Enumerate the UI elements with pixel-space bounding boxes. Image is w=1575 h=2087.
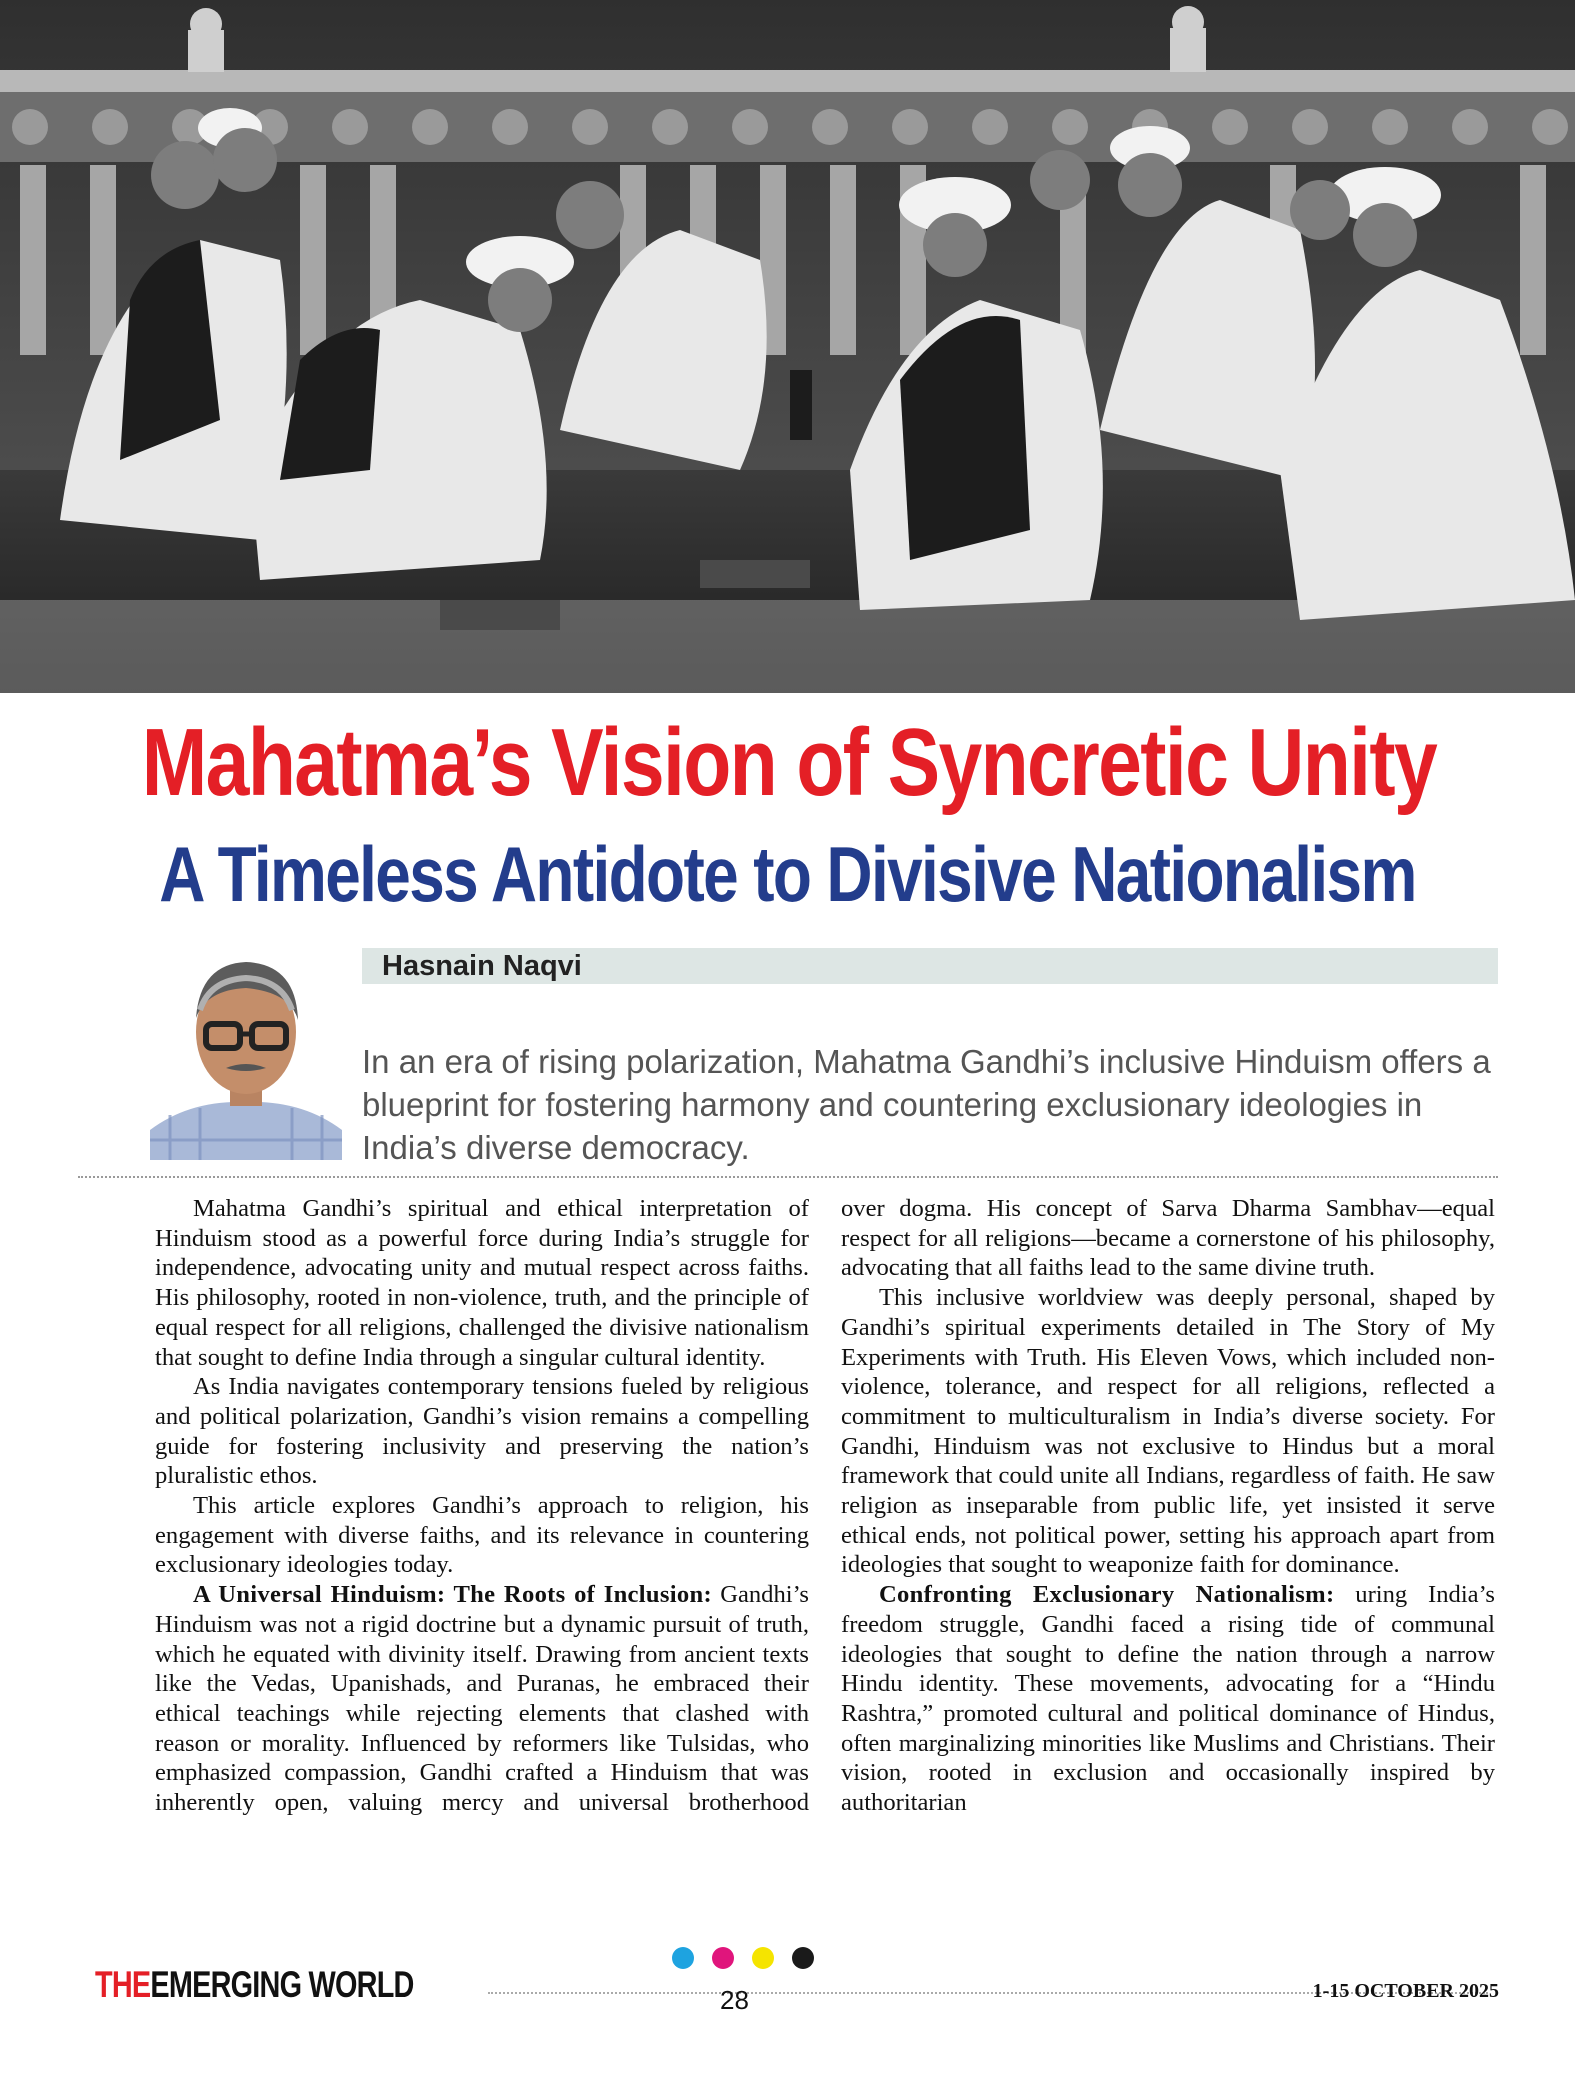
body-paragraph (841, 1580, 1495, 1818)
body-paragraph: This article explores Gandhi’s approach to religion, his engagement with diverse faiths, and its relevance in countering exclusionary ideologies today. (155, 1492, 809, 1579)
body-column-left (155, 1194, 809, 1818)
body-paragraph: As India navigates contemporary tensions fueled by religious and political polarization, Gandhi’s vision remains a compelling guide for fostering inclusivity and preserving the nation’s pluralistic ethos. (155, 1373, 809, 1490)
publication-logo (95, 1964, 414, 2006)
hero-photo-illustration (0, 0, 1575, 693)
deck-summary: In an era of rising polarization, Mahatma Gandhi’s inclusive Hinduism offers a blueprint for fostering harmony and countering exclusionary ideologies in India’s diverse democracy. (362, 1043, 1491, 1166)
byline-bar (362, 948, 1498, 984)
page-number: 28 (720, 1985, 749, 2015)
registration-dot-yellow (752, 1947, 774, 1969)
subheadline: A Timeless Antidote to Divisive Nationalism (159, 830, 1416, 918)
registration-dot-magenta (712, 1947, 734, 1969)
headline: Mahatma’s Vision of Syncretic Unity (141, 709, 1437, 816)
registration-dot-black (792, 1947, 814, 1969)
body-column-right (841, 1194, 1495, 1818)
author-photo (150, 940, 342, 1160)
section-text: uring India’s freedom struggle, Gandhi faced a rising tide of communal ideologies that sought to define the nation through a narrow Hindu identity. These movements, advocating for a “Hindu Rashtra,” promoted cultural and political dominance of Hindus, often marginalizing minorities like Muslims and Christians. Their vision, rooted in exclusion and occasionally inspired by authoritarian (841, 1581, 1495, 1817)
section-heading: A Universal Hinduism: The Roots of Inclusion: (193, 1581, 712, 1609)
body-paragraph: Mahatma Gandhi’s spiritual and ethical interpretation of Hinduism stood as a powerful force during India’s struggle for independence, advocating unity and mutual respect across faiths. His philosophy, rooted in non-violence, truth, and the principle of equal respect for all religions, challenged the divisive nationalism that sought to define India through a singular cultural identity. (155, 1195, 809, 1371)
registration-marks (672, 1947, 832, 1974)
body-paragraph (155, 1580, 809, 1818)
logo-the: THE (95, 1964, 151, 2005)
body-paragraph: This inclusive worldview was deeply personal, shaped by Gandhi’s spiritual experiments detailed in The Story of My Experiments with Truth. His Eleven Vows, which included non-violence, tolerance, and respect for all religions, reflected a commitment to multiculturalism in India’s diverse society. For Gandhi, Hinduism was not exclusive to Hindus but a moral framework that could unite all Indians, regardless of faith. He saw religion as inseparable from public life, yet insisted it serve ethical ends, not political power, setting his approach apart from ideologies that sought to weaponize faith for dominance. (841, 1284, 1495, 1579)
registration-dot-cyan (672, 1947, 694, 1969)
page-footer (0, 1950, 1575, 2087)
author-portrait-illustration (150, 940, 342, 1160)
author-name: Hasnain Naqvi (382, 950, 582, 982)
body-paragraph: over dogma. His concept of Sarva Dharma Sambhav—equal respect for all religions—became a cornerstone of his philosophy, advocating that all faiths lead to the same divine truth. (841, 1195, 1495, 1282)
logo-emerging-world: EMERGING WORLD (150, 1964, 414, 2005)
hero-photo (0, 0, 1575, 693)
issue-date: 1-15 OCTOBER 2025 (1312, 1980, 1499, 2002)
section-divider (78, 1176, 1498, 1178)
section-heading: Confronting Exclusionary Nationalism: (879, 1581, 1335, 1609)
section-text: Gandhi’s Hinduism was not a rigid doctrine but a dynamic pursuit of truth, which he equated with divinity itself. Drawing from ancient texts like the Vedas, Upanishads, and Puranas, he embraced their ethical teachings while rejecting elements that clashed with reason or morality. Influenced by reformers like Tulsidas, who emphasized compassion, Gandhi crafted a Hinduism that was inherently open, valuing mercy and universal brotherhood (155, 1581, 810, 1817)
